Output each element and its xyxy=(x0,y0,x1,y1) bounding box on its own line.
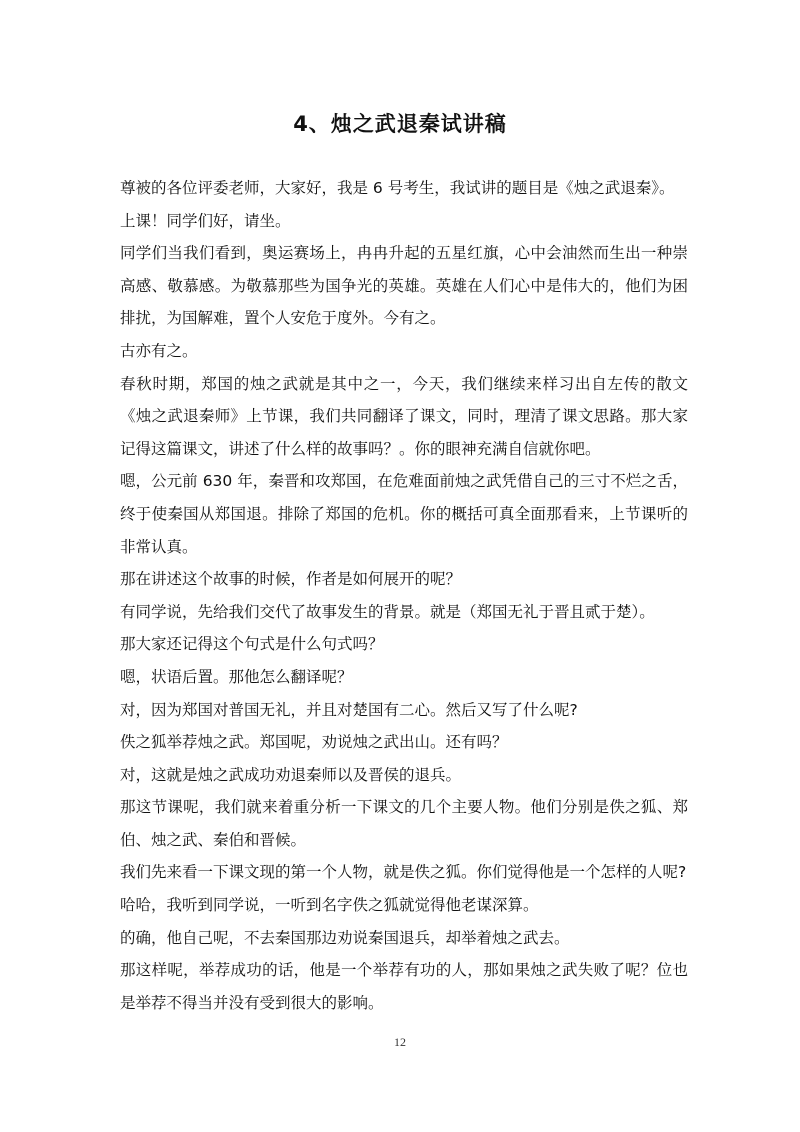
page-number: 12 xyxy=(394,1035,406,1049)
paragraph: 有同学说，先给我们交代了故事发生的背景。就是（郑国无礼于晋且贰于楚）。 xyxy=(120,602,655,621)
paragraph: 嗯，公元前 630 年，秦晋和攻郑国，在危难面前烛之武凭借自己的三寸不烂之舌，终于使秦国从郑国退。排除了郑国的危机。你的概括可真全面那看来，上节课听的非常认真。 xyxy=(120,472,688,556)
paragraph: 对，这就是烛之武成功劝退秦师以及晋侯的退兵。 xyxy=(120,765,462,784)
paragraph: 那在讲述这个故事的时候，作者是如何展开的呢？ xyxy=(120,570,462,589)
paragraph: 佚之狐举荐烛之武。郑国呢，劝说烛之武出山。还有吗？ xyxy=(120,733,508,752)
paragraph: 古亦有之。 xyxy=(120,341,198,360)
document-body xyxy=(120,172,688,1019)
paragraph: 同学们当我们看到，奥运赛场上，冉冉升起的五星红旗，心中会油然而生出一种崇高感、敬慕感。为敬慕那些为国争光的英雄。英雄在人们心中是伟大的，他们为困排扰，为国解难，置个人安危于度外。今有之。 xyxy=(120,244,688,328)
paragraph: 上课！同学们好，请坐。 xyxy=(120,211,291,230)
paragraph: 尊被的各位评委老师，大家好，我是 6 号考生，我试讲的题目是《烛之武退秦》。 xyxy=(120,179,675,197)
paragraph: 的确，他自己呢，不去秦国那边劝说秦国退兵，却举着烛之武去。 xyxy=(120,928,570,947)
paragraph: 那大家还记得这个句式是什么句式吗？ xyxy=(120,635,384,654)
paragraph: 对，因为郑国对普国无礼，并且对楚国有二心。然后又写了什么呢? xyxy=(120,700,578,719)
paragraph: 嗯，状语后置。那他怎么翻译呢？ xyxy=(120,667,353,686)
paragraph: 哈哈，我听到同学说，一听到名字佚之狐就觉得他老谋深算。 xyxy=(120,896,539,915)
paragraph: 我们先来看一下课文现的第一个人物，就是佚之狐。你们觉得他是一个怎样的人呢? xyxy=(120,863,687,882)
document-title: 4、烛之武退秦试讲稿 xyxy=(293,112,507,136)
paragraph: 春秋时期，郑国的烛之武就是其中之一，今天，我们继续来样习出自左传的散文《烛之武退秦师》上节课，我们共同翻译了课文，同时，理清了课文思路。那大家记得这篇课文，讲述了什么样的故事吗？。你的眼神充满自信就你吧。 xyxy=(120,374,688,458)
paragraph: 那这节课呢，我们就来着重分析一下课文的几个主要人物。他们分别是佚之狐、郑伯、烛之武、秦伯和晋候。 xyxy=(120,798,688,849)
paragraph: 那这样呢，举荐成功的话，他是一个举荐有功的人，那如果烛之武失败了呢？位也是举荐不得当并没有受到很大的影响。 xyxy=(120,961,688,1012)
